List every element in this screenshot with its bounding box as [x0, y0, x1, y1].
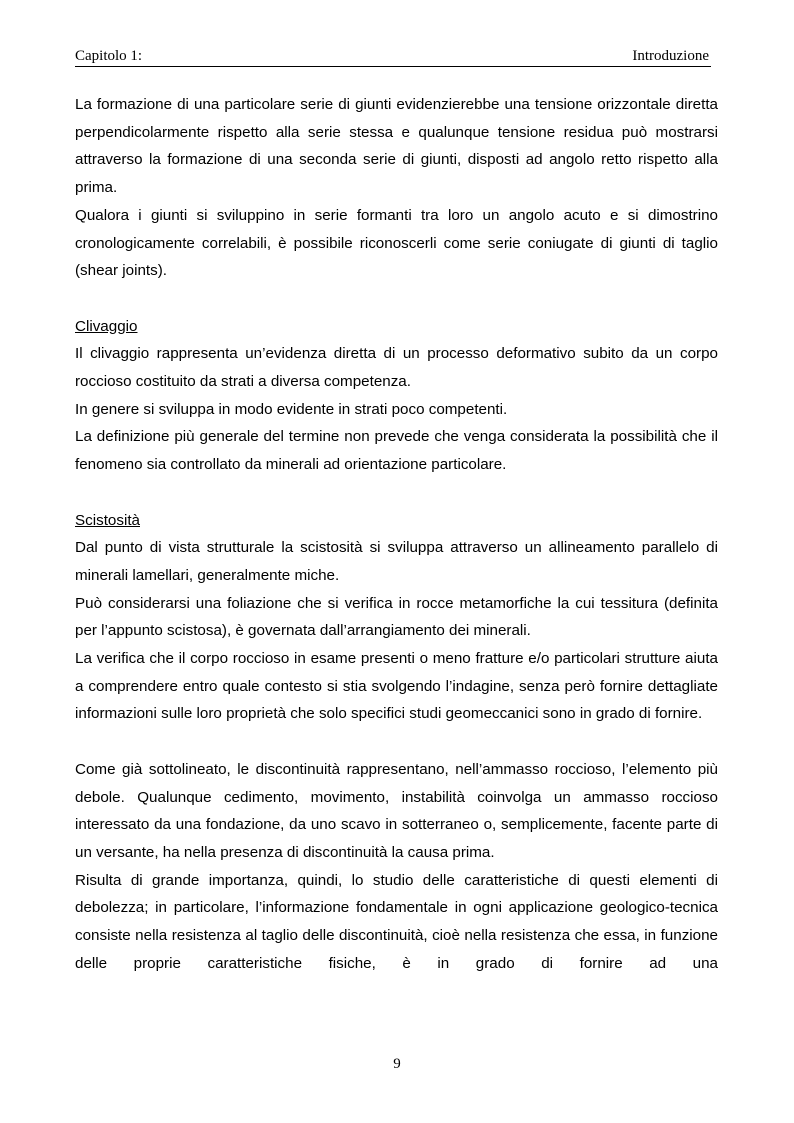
- paragraph: La formazione di una particolare serie di giunti evidenzierebbe una tensione orizzontale diretta perpendicolarmente rispetto alla serie stessa e qualunque tensione residua può mostrarsi attraverso la formazione di una seconda serie di giunti, disposti ad angolo retto rispetto alla prima.: [75, 96, 718, 197]
- paragraph: Dal punto di vista strutturale la scistosità si sviluppa attraverso un allineamento parallelo di minerali lamellari, generalmente miche.: [75, 539, 718, 584]
- paragraph: Risulta di grande importanza, quindi, lo studio delle caratteristiche di questi elementi di debolezza; in particolare, l’informazione fondamentale in ogni applicazione geologico-tecnica consiste nella resistenza al taglio delle discontinuità, cioè nella resistenza che essa, in funzione delle proprie caratteristiche fisiche, è in grado di fornire ad una: [75, 871, 718, 972]
- spacer: [75, 479, 718, 507]
- page-number: 9: [393, 1056, 401, 1072]
- paragraph: La definizione più generale del termine non prevede che venga considerata la possibilità che il fenomeno sia controllato da minerali ad orientazione particolare.: [75, 428, 718, 474]
- paragraph: Può considerarsi una foliazione che si verifica in rocce metamorfiche la cui tessitura (definita per l’appunto scistosa), è governata dall’arrangiamento dei minerali.: [75, 594, 718, 640]
- body-text: [75, 91, 718, 977]
- section-heading-scistosita: Scistosità: [75, 511, 140, 529]
- chapter-label: Capitolo 1:: [75, 48, 143, 64]
- spacer: [75, 285, 718, 313]
- paragraph: In genere si sviluppa in modo evidente in strati poco competenti.: [75, 400, 508, 418]
- section-heading-clivaggio: Clivaggio: [75, 317, 138, 335]
- section-label: Introduzione: [632, 48, 709, 64]
- running-header: [75, 48, 711, 67]
- paragraph: Qualora i giunti si sviluppino in serie formanti tra loro un angolo acuto e si dimostrino cronologicamente correlabili, è possibile riconoscerli come serie coniugate di giunti di taglio (shear joints).: [75, 206, 718, 280]
- paragraph: La verifica che il corpo roccioso in esame presenti o meno fratture e/o particolari strutture aiuta a comprendere entro quale contesto si stia svolgendo l’indagine, senza però fornire dettagliate informazioni sulle loro proprietà che solo specifici studi geomeccanici sono in grado di fornire.: [75, 650, 718, 723]
- spacer: [75, 728, 718, 756]
- paragraph: Come già sottolineato, le discontinuità rappresentano, nell’ammasso roccioso, l’elemento più debole. Qualunque cedimento, movimento, instabilità coinvolga un ammasso roccioso interessato da una fondazione, da uno scavo in sotterraneo o, semplicemente, facente parte di un versante, ha nella presenza di discontinuità la causa prima.: [75, 760, 718, 861]
- paragraph: Il clivaggio rappresenta un’evidenza diretta di un processo deformativo subito da un corpo roccioso costituito da strati a diversa competenza.: [75, 345, 718, 391]
